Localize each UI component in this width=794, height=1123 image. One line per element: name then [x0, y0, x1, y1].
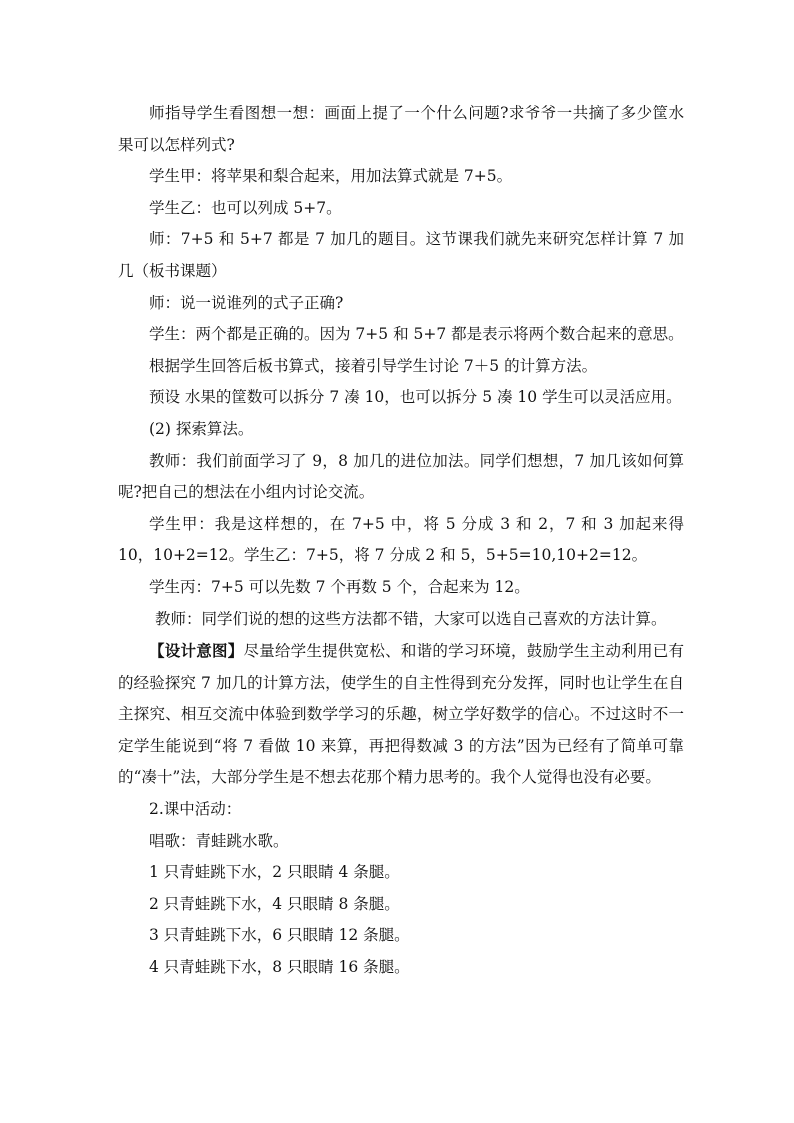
paragraph: 师指导学生看图想一想：画面上提了一个什么问题?求爷爷一共摘了多少筐水果可以怎样列式? [118, 104, 684, 154]
song-line: 4 只青蛙跳下水，8 只眼睛 16 条腿。 [149, 958, 410, 977]
design-intent-paragraph [118, 635, 684, 794]
paragraph: 学生：两个都是正确的。因为 7+5 和 5+7 都是表示将两个数合起来的意思。 [149, 325, 684, 344]
song-line: 1 只青蛙跳下水，2 只眼睛 4 条腿。 [149, 863, 400, 882]
paragraph: 教师：同学们说的想的这些方法都不错，大家可以选自己喜欢的方法计算。 [155, 609, 667, 628]
song-line: 3 只青蛙跳下水，6 只眼睛 12 条腿。 [149, 926, 410, 945]
paragraph: 师：7+5 和 5+7 都是 7 加几的题目。这节课我们就先来研究怎样计算 7 加几（板书课题） [118, 230, 684, 280]
paragraph: 唱歌：青蛙跳水歌。 [149, 831, 289, 850]
paragraph: 预设 水果的筐数可以拆分 7 凑 10，也可以拆分 5 凑 10 学生可以灵活应用。 [149, 388, 682, 407]
paragraph: 根据学生回答后板书算式，接着引导学生讨论 7＋5 的计算方法。 [149, 356, 598, 375]
paragraph: 学生甲：将苹果和梨合起来，用加法算式就是 7+5。 [149, 167, 513, 186]
paragraph: 学生乙：也可以列成 5+7。 [149, 198, 342, 217]
song-line: 2 只青蛙跳下水，4 只眼睛 8 条腿。 [149, 894, 400, 913]
paragraph: 教师：我们前面学习了 9，8 加几的进位加法。同学们想想，7 加几该如何算呢?把自己的想法在小组内讨论交流。 [118, 451, 684, 502]
design-intent-tag: 【设计意图】 [149, 641, 244, 661]
paragraph: 学生丙：7+5 可以先数 7 个再数 5 个，合起来为 12。 [149, 577, 530, 596]
design-intent-text: 尽量给学生提供宽松、和谐的学习环境，鼓励学生主动利用已有的经验探究 7 加几的计算方法，使学生的自主性得到充分发挥，同时也让学生在自主探究、相互交流中体验到数学学习的乐趣，树立学好数学的信心。不过这时不一定学生能说到“将 7 看做 10 来算，再把得数减 3 的方法”因为已经有了简单可靠的“凑十”法，大部分学生是不想去花那个精力思考的。我个人觉得也没有必要。 [118, 642, 684, 787]
document-body [118, 98, 684, 984]
paragraph: 2.课中活动： [149, 800, 242, 819]
paragraph: (2) 探索算法。 [149, 419, 254, 438]
paragraph: 师：说一说谁列的式子正确? [149, 293, 344, 312]
paragraph: 学生甲：我是这样想的，在 7+5 中，将 5 分成 3 和 2，7 和 3 加起来得 10，10+2=12。学生乙：7+5，将 7 分成 2 和 5，5+5=10,10+2=12。 [118, 514, 684, 565]
